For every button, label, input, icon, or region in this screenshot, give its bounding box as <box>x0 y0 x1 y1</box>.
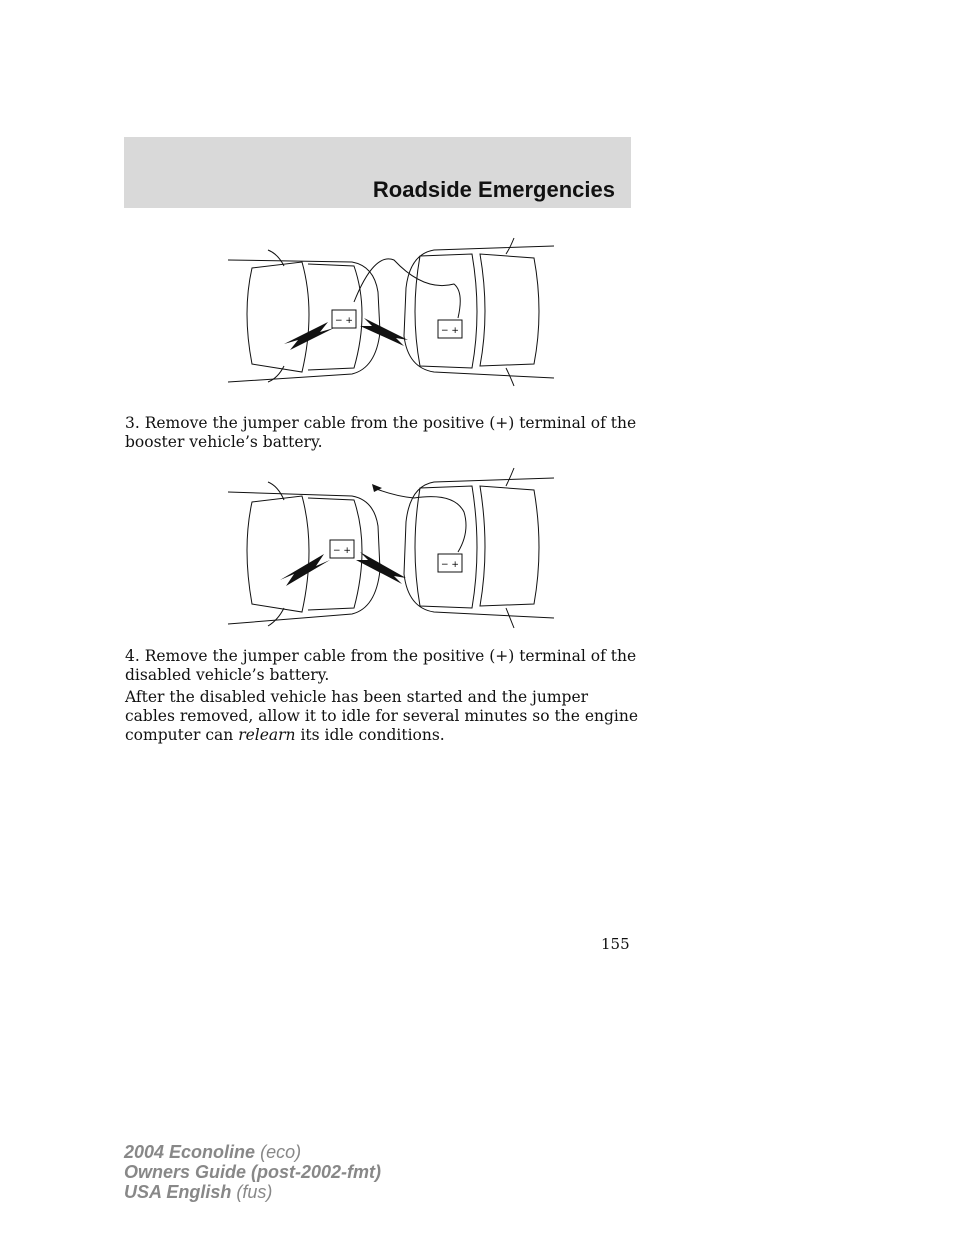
jumper-illustration-step-4 <box>224 462 560 634</box>
booster-battery-label: − + <box>335 316 353 326</box>
footer-guide: Owners Guide (post-2002-fmt) <box>124 1162 382 1182</box>
note-before: After the disabled vehicle has been started and the jumper cables removed, allow it to idle for several minutes so the engine computer can <box>125 688 639 744</box>
footer-model-code: (eco) <box>260 1142 302 1162</box>
disabled-battery-label-2: − + <box>441 560 459 570</box>
booster-battery-label-2: − + <box>333 546 351 556</box>
footer-language: USA English <box>124 1182 232 1202</box>
footer-language-code: (fus) <box>236 1182 273 1202</box>
document-footer <box>124 1142 381 1202</box>
note-emphasis: relearn <box>238 726 296 744</box>
step-3-text: 3. Remove the jumper cable from the positive (+) terminal of the booster vehicle’s battery. <box>125 414 637 451</box>
page-number: 155 <box>601 935 630 953</box>
idle-note-text <box>125 688 640 745</box>
two-vehicles-diagram <box>224 232 560 392</box>
disabled-battery-label: − + <box>441 326 459 336</box>
section-title: Roadside Emergencies <box>372 177 615 202</box>
step-4-text: 4. Remove the jumper cable from the positive (+) terminal of the disabled vehicle’s battery. <box>125 647 637 684</box>
two-vehicles-diagram-2 <box>224 462 560 634</box>
footer-model: 2004 Econoline <box>124 1142 256 1162</box>
section-header <box>124 137 631 208</box>
note-after: its idle conditions. <box>295 726 445 744</box>
jumper-illustration-step-3 <box>224 232 560 392</box>
